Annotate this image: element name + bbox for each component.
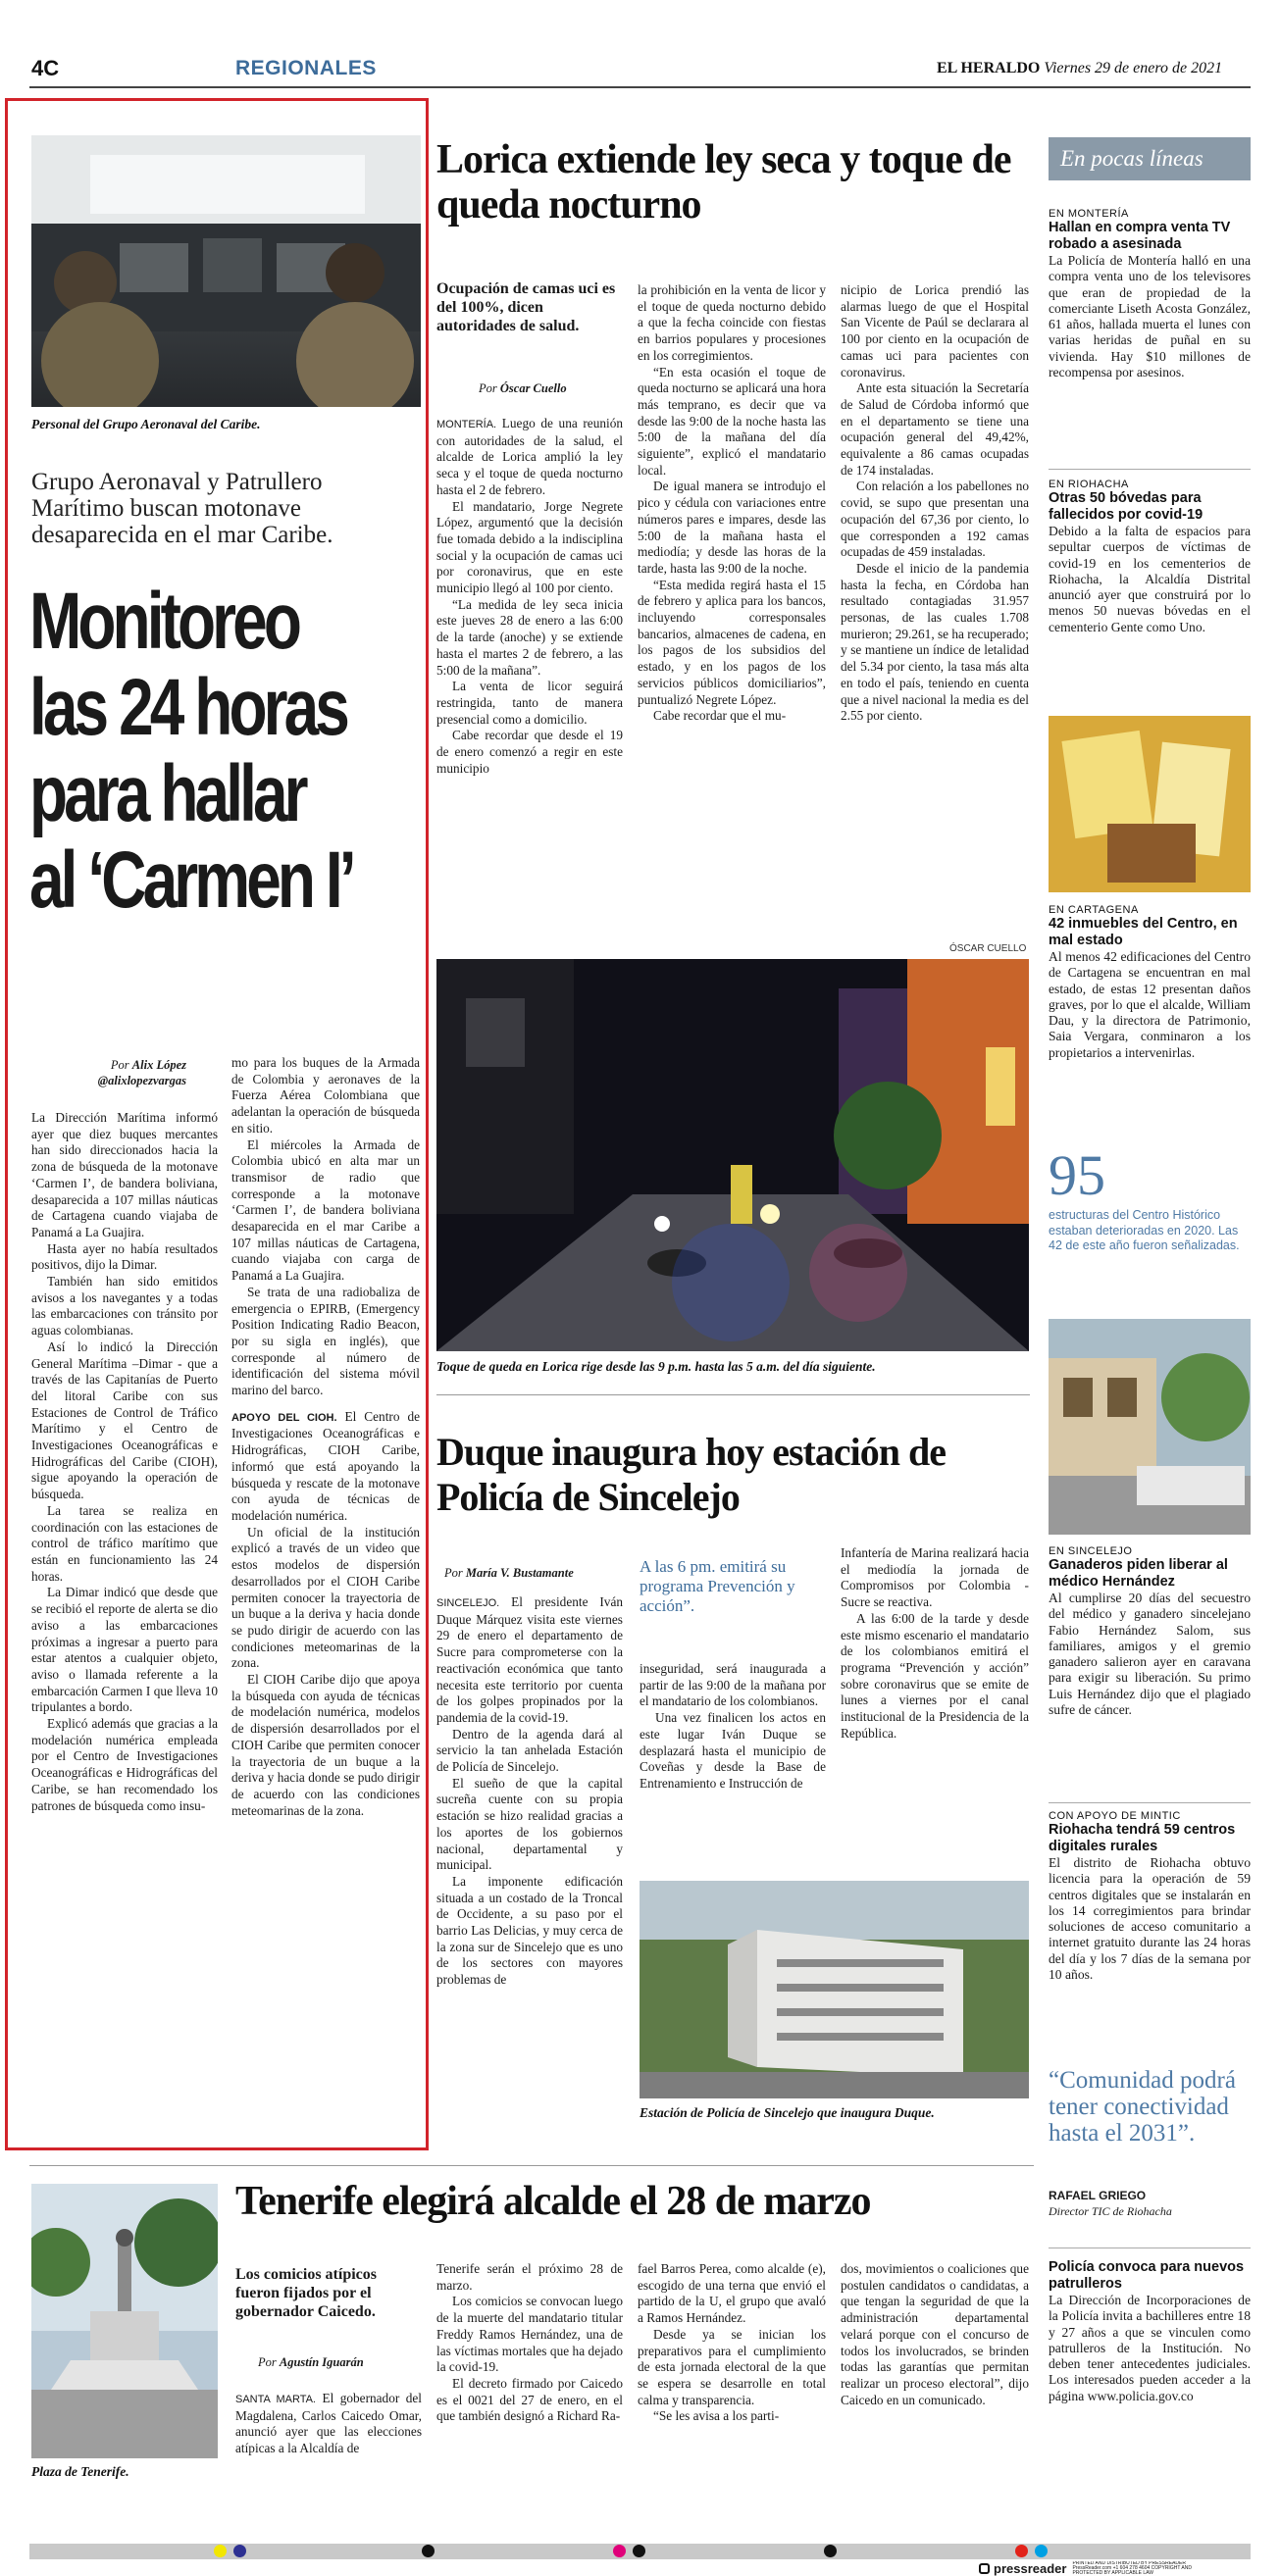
- byline-prefix: Por: [444, 1566, 463, 1580]
- lorica-byline: [479, 381, 567, 396]
- paper-name: EL HERALDO: [937, 60, 1041, 76]
- tenerife-byline: [258, 2355, 364, 2370]
- paragraph: Cabe recordar que el mu-: [653, 708, 787, 724]
- cockpit-photo: [31, 135, 421, 407]
- color-dot: [1015, 2545, 1028, 2557]
- paragraph: “La medida de ley seca inicia este jueves 28 de enero a las 6:00 de la tarde (anoche) y se extiende hasta el martes 2 de febrero, a las 5:00 de la mañana”.: [436, 596, 623, 678]
- duque-col-1: [436, 1594, 623, 1989]
- paragraph: inseguridad, será inaugurada a partir de las 9:00 de la mañana por el mandatario de los colombianos.: [640, 1661, 826, 1709]
- byline-prefix: Por: [479, 381, 497, 395]
- sidebar-headline: 42 inmuebles del Centro, en mal estado: [1049, 916, 1238, 948]
- paragraph: Desde el inicio de la pandemia hasta la fecha, en Córdoba han resultado contagiadas 31.957 personas, de las cuales 1.708 murieron; 29.261, se ha recuperado; y se mantiene un índice de letalidad del 5.34 por ciento, la tasa más alta en todo el país, teniendo en cuenta que a nivel nacional la media es del 2.55 por ciento.: [841, 560, 1029, 724]
- tenerife-caption: Plaza de Tenerife.: [31, 2464, 129, 2479]
- byline-handle: @alixlopezvargas: [97, 1074, 186, 1087]
- lorica-headline: Lorica extiende ley seca y toque de queda nocturno: [436, 137, 1011, 227]
- paragraph: La tarea se realiza en coordinación con las estaciones de control de tráfico marítimo que están en funcionamiento las 24 horas.: [31, 1502, 218, 1584]
- sidebar-text: Debido a la falta de espacios para sepultar cuerpos de víctimas de covid-19 en los cementerios de Riohacha, la Alcaldía Distrital anunció ayer que construirá por lo menos 50 nuevas bóvedas en el cementerio Gente como Uno.: [1049, 524, 1251, 634]
- documents-illustration: [1049, 716, 1251, 892]
- sidebar-kicker: EN MONTERÍA: [1049, 208, 1129, 220]
- duque-col-3: [841, 1545, 1029, 1742]
- paragraph: Infantería de Marina realizará hacia el mediodía la jornada de Compromisos por Colombia - Sucre se reactiva.: [841, 1545, 1029, 1610]
- paragraph-text: Luego de una reunión con autoridades de la salud, el alcalde de Lorica amplió la ley seca y el toque de queda nocturno hasta el 2 de febrero.: [436, 416, 624, 497]
- paragraph: Tenerife serán el próximo 28 de marzo.: [436, 2261, 623, 2293]
- duque-col-2: [640, 1661, 826, 1793]
- sidebar-item: [1049, 904, 1251, 1061]
- sidebar-photo-doctor: [1049, 1319, 1251, 1535]
- sidebar-text: Al menos 42 edificaciones del Centro de Cartagena se encuentran en mal estado, de estas 12 presentan daños graves, por lo que el alcalde, William Dau, y la directora de Patrimonio, Saia Vergara, conminaron a los propietarios a intervenirlas.: [1049, 949, 1251, 1060]
- paragraph: Se trata de una radiobaliza de emergencia o EPIRB, (Emergency Position Indicating Radio Beacon, por su sigla en inglés), que corresponde al número de identificación del sistema móvil marino del barco.: [231, 1284, 420, 1398]
- pressreader-brand: pressreader: [994, 2561, 1067, 2576]
- lorica-dek: Ocupación de camas uci es del 100%, dicen autoridades de salud.: [436, 280, 616, 334]
- sidebar-headline: Riohacha tendrá 59 centros digitales rurales: [1049, 1822, 1236, 1854]
- byline-name: Agustín Iguarán: [279, 2355, 364, 2369]
- paragraph-text: El gobernador del Magdalena, Carlos Caicedo Omar, anunció ayer que las elecciones atípicas a la Alcaldía de: [235, 2391, 422, 2456]
- left-byline: [59, 1057, 186, 1088]
- paragraph: [235, 2391, 422, 2457]
- duque-pullquote: A las 6 pm. emitirá su programa Prevención y acción”.: [640, 1557, 795, 1615]
- paragraph: mo para los buques de la Armada de Colombia y aeronaves de la Fuerza Aérea Colombiana que adelantan la operación de búsqueda en sitio.: [231, 1055, 420, 1136]
- color-dot: [422, 2545, 435, 2557]
- paragraph: Un oficial de la institución explicó a través de un video que estos modelos de dispersión desarrollados por el CIOH Caribe permiten conocer la trayectoria de un buque a la deriva y hacia donde se pudo dirigir de acuerdo con las condiciones meteomarinas de la zona.: [231, 1524, 420, 1671]
- lorica-col-2: [638, 282, 826, 725]
- page-number: 4C: [31, 56, 60, 80]
- color-dot: [1035, 2545, 1048, 2557]
- sidebar-kicker: EN CARTAGENA: [1049, 904, 1139, 916]
- building-illustration: [1049, 1319, 1251, 1535]
- duque-headline: Duque inaugura hoy estación de Policía de Sincelejo: [436, 1430, 946, 1519]
- tenerife-headline: Tenerife elegirá alcalde el 28 de marzo: [235, 2179, 871, 2224]
- paragraph: El decreto firmado por Caicedo es el 0021 del 27 de enero, en el que también designó a Richard Ra-: [436, 2375, 623, 2424]
- lorica-photo-credit: ÓSCAR CUELLO: [949, 943, 1027, 954]
- left-dek: Grupo Aeronaval y Patrullero Marítimo buscan motonave desaparecida en el mar Caribe.: [31, 469, 333, 548]
- paragraph: A las 6:00 de la tarde y desde este mismo escenario el mandatario de los colombianos emitirá el programa “Prevención y acción” sobre coronavirus que se emite de lunes a viernes por el canal institucional de la Presidencia de la República.: [841, 1610, 1029, 1741]
- paragraph: “En esta ocasión el toque de queda nocturno se aplicará una hora más temprano, es decir que va desde las 9:00 de la noche hasta las 5:00 de la mañana del día siguiente”, explicó el mandatario local.: [638, 364, 826, 478]
- color-dot: [613, 2545, 626, 2557]
- paragraph-text: El presidente Iván Duque Márquez visita este viernes 29 de enero el departamento de Sucre para comprometerse con la reactivación económica que tanto necesita este territorio por cuenta de los golpes propinados por la pandemia de la covid-19.: [436, 1594, 624, 1725]
- color-dot: [214, 2545, 227, 2557]
- color-dot: [233, 2545, 246, 2557]
- left-col-1: [31, 1110, 218, 1814]
- paragraph: “Esta medida regirá hasta el 15 de febrero y aplica para los bancos, incluyendo corresponsales bancarios, almacenes de cadena, en los pagos de los subsidios del estado, y en los pagos de los servicios públicos domiciliarios”, puntualizó Negrete López.: [638, 577, 826, 707]
- sidebar-divider: [1049, 1802, 1251, 1803]
- paragraph: También han sido emitidos avisos a los navegantes y a todas las embarcaciones con tránsito por aguas colombianas.: [31, 1274, 218, 1339]
- lorica-bottom-rule: [436, 1394, 1030, 1395]
- paragraph: Dentro de la agenda dará al servicio la tan anhelada Estación de Policía de Sincelejo.: [436, 1726, 623, 1775]
- paragraph: Los comicios se convocan luego de la muerte del mandatario titular Freddy Ramos Hernández, una de las víctimas mortales que ha dejado la covid-19.: [436, 2294, 623, 2375]
- paragraph: La venta de licor seguirá restringida, tanto de manera presencial como a domicilio.: [436, 679, 623, 727]
- paragraph: De igual manera se introdujo el pico y cédula con variaciones entre números pares e impares, desde las 5:00 de la mañana hasta el mediodía; y desde las horas de la tarde, hasta las 9:00 de la noche.: [638, 479, 826, 576]
- paragraph: El CIOH Caribe dijo que apoya la búsqueda con ayuda de técnicas de modelación numérica, modelos de dispersión desarrollados por el CIOH Caribe que permiten conocer la trayectoria de un buque a la deriva y hacia donde se pudo dirigir de acuerdo con las condiciones meteomarinas de la zona.: [231, 1672, 420, 1818]
- dateline: SINCELEJO.: [436, 1597, 500, 1609]
- quote-name: RAFAEL GRIEGO: [1049, 2189, 1147, 2202]
- sidebar-headline: Otras 50 bóvedas para fallecidos por covid-19: [1049, 490, 1203, 523]
- sidebar-kicker: EN SINCELEJO: [1049, 1545, 1133, 1557]
- sidebar-item: [1049, 2259, 1251, 2404]
- dateline: MONTERÍA.: [436, 419, 497, 430]
- sidebar-text: La Policía de Montería halló en una compra venta uno de los televisores que eran de propiedad de la comerciante Liseth Acosta González, 61 años, hallada muerta el lunes con varias heridas de puñal en su vivienda. Hay $10 millones de recompensa por asesinos.: [1049, 253, 1251, 380]
- night-street-illustration: [436, 959, 1029, 1351]
- sidebar-item: [1049, 208, 1251, 380]
- paragraph-lead: [231, 1409, 420, 1525]
- sidebar-headline: Ganaderos piden liberar al médico Hernández: [1049, 1557, 1228, 1590]
- duque-photo: [640, 1881, 1029, 2098]
- headline-line: las 24 horas: [29, 663, 346, 752]
- color-dot: [633, 2545, 645, 2557]
- color-dot: [824, 2545, 837, 2557]
- paragraph: Así lo indicó la Dirección General Marítima –Dimar - que a través de las Capitanías de Puerto del litoral Caribe con sus Estaciones de Control de Tráfico Marítimo y el Centro de Investigaciones Oceanográficas e Hidrográficas del Caribe (CIOH), sigue apoyando la operación de búsqueda.: [31, 1339, 218, 1502]
- paragraph: la prohibición en la venta de licor y el toque de queda nocturno debido a que la fecha coincide con fiestas en barrios populares y procesiones en los corregimientos.: [638, 282, 826, 363]
- sidebar-text: La Dirección de Incorporaciones de la Policía invita a bachilleres entre 18 y 27 años a que se vinculen como patrulleros de la Institución. No deben tener antecedentes judiciales. Los interesados pueden acceder a la página www.policia.gov.co: [1049, 2293, 1251, 2403]
- sidebar-divider: [1049, 469, 1251, 470]
- plaza-illustration: [31, 2184, 218, 2458]
- tenerife-col-3: [638, 2261, 826, 2425]
- duque-byline: [444, 1566, 574, 1581]
- sidebar-item: [1049, 479, 1251, 635]
- paragraph: dos, movimientos o coaliciones que postulen candidatos o candidatas, a que tengan la seguridad de que la administración departamental velará porque con el concurso de todos los involucrados, se brinden todas las garantías que permitan realizar un proceso electoral”, dijo Caicedo en un comunicado.: [841, 2261, 1029, 2407]
- paragraph: Una vez finalicen los actos en este lugar Iván Duque se desplazará hasta el municipio de Coveñas y desde la Base de Entrenamiento e Instrucción de: [640, 1710, 826, 1791]
- paragraph: nicipio de Lorica prendió las alarmas luego de que el Hospital San Vicente de Paúl se declarara al 100 por ciento en la ocupación de camas uci para pacientes con coronavirus.: [841, 282, 1029, 379]
- pressreader-small: PRINTED AND DISTRIBUTED BY PRESSREADER PressReader.com +1 604 278 4604 COPYRIGHT AND PROTECTED BY APPLICABLE LAW: [1072, 2561, 1192, 2576]
- paragraph: Hasta ayer no había resultados positivos, dijo la Dimar.: [31, 1240, 218, 1273]
- byline-name: Óscar Cuello: [499, 381, 567, 395]
- byline-prefix: Por: [258, 2355, 277, 2369]
- section-label: REGIONALES: [235, 57, 377, 79]
- tenerife-photo: [31, 2184, 218, 2458]
- tenerife-top-rule: [29, 2165, 1034, 2166]
- paragraph: Desde ya se inician los preparativos para el cumplimiento de esta jornada electoral de la que se espera se desarrolle en total calma y transparencia.: [638, 2326, 826, 2407]
- sidebar-headline: Policía convoca para nuevos patrulleros: [1049, 2259, 1245, 2292]
- headline-line: Monitoreo: [29, 577, 298, 666]
- paragraph: “Se les avisa a los parti-: [653, 2408, 780, 2424]
- sidebar-kicker: EN RIOHACHA: [1049, 479, 1129, 490]
- police-station-illustration: [640, 1881, 1029, 2098]
- paragraph: fael Barros Perea, como alcalde (e), escogido de una terna que envió el partido de la U, el grupo que avaló a Ramos Hernández.: [638, 2261, 826, 2326]
- dateline: SANTA MARTA.: [235, 2394, 316, 2405]
- sidebar-kicker: CON APOYO DE MINTIC: [1049, 1810, 1181, 1822]
- paragraph: El miércoles la Armada de Colombia ubicó en alta mar un transmisor de radio que corresponde a la motonave ‘Carmen I’, de bandera boliviana desaparecida en el mar Caribe a 107 millas náuticas de Cartagena, cuando viajaba con carga de Panamá a La Guajira.: [231, 1136, 420, 1284]
- duque-caption: Estación de Policía de Sincelejo que inaugura Duque.: [640, 2105, 935, 2120]
- lorica-col-3: [841, 282, 1029, 725]
- sidebar-item: [1049, 1810, 1251, 1983]
- sidebar-text: Al cumplirse 20 días del secuestro del médico y ganadero sincelejano Fabio Hernández Salom, sus familiares, amigos y el gremio ganadero salieron ayer en caravana para exigir su liberación. Su primo Luis Hernández dijo que el plagiado sufre de cáncer.: [1049, 1591, 1251, 1718]
- sidebar-title-bar: [1049, 137, 1251, 180]
- masthead-date: [937, 60, 1222, 77]
- byline-prefix: Por: [110, 1058, 129, 1072]
- tenerife-dek: Los comicios atípicos fueron fijados por el gobernador Caicedo.: [235, 2266, 377, 2320]
- lorica-photo: [436, 959, 1029, 1351]
- paragraph: Con relación a los pabellones no covid, se supo que presentan una ocupación del 67,36 por ciento, lo que corresponden a 192 camas ocupadas de 459 instaladas.: [841, 479, 1029, 560]
- paragraph: El sueño de que la capital sucreña cuente con su propia estación se hizo realidad gracias a los aportes de los gobiernos nacional, departamental y municipal.: [436, 1775, 623, 1873]
- byline-name: Alix López: [131, 1058, 186, 1072]
- tenerife-col-1: [235, 2391, 422, 2457]
- sidebar-quote: “Comunidad podrá tener conectividad hasta el 2031”.: [1049, 2067, 1236, 2147]
- sidebar-item: [1049, 1545, 1251, 1718]
- stat-number: 95: [1049, 1143, 1105, 1207]
- sidebar-photo-documents: [1049, 716, 1251, 892]
- tenerife-col-2: [436, 2261, 623, 2425]
- lorica-caption: Toque de queda en Lorica rige desde las 9 p.m. hasta las 5 a.m. del día siguiente.: [436, 1359, 876, 1374]
- sidebar-text: El distrito de Riohacha obtuvo licencia para la operación de 59 centros digitales que se instalarán en los 14 corregimientos para brindar soluciones de acceso comunitario a internet gratuito durante las 24 horas del día y los 7 días de la semana por 10 años.: [1049, 1855, 1251, 1983]
- byline-name: María V. Bustamante: [465, 1566, 574, 1580]
- paragraph: Explicó además que gracias a la modelación numérica empleada por el Centro de Investigaciones Oceanográficas e Hidrográficas del Caribe, se han recomendado los patrones de búsqueda como insu-: [31, 1716, 218, 1813]
- pressreader-icon: [979, 2563, 990, 2574]
- date: Viernes 29 de enero de 2021: [1044, 60, 1223, 76]
- sidebar-title: En pocas líneas: [1060, 146, 1203, 171]
- lead-in: APOYO DEL CIOH.: [231, 1411, 337, 1424]
- stat-text: estructuras del Centro Histórico estaban deterioradas en 2020. Las 42 de este año fueron señalizadas.: [1049, 1208, 1240, 1252]
- paragraph: [436, 416, 623, 499]
- paragraph: La imponente edificación situada a un costado de la Troncal de Occidente, a su paso por el barrio Las Delicias, y muy cerca de la zona sur de Sincelejo que es uno de los sectores con mayores problemas de: [436, 1873, 623, 1988]
- tenerife-col-4: [841, 2261, 1029, 2408]
- header-rule: [29, 86, 1251, 88]
- left-headline: [29, 579, 422, 924]
- paragraph: Cabe recordar que desde el 19 de enero comenzó a regir en este municipio: [436, 728, 623, 776]
- sidebar-headline: Hallan en compra venta TV robado a asesinada: [1049, 220, 1231, 252]
- left-col-2: [231, 1055, 420, 1819]
- quote-role: Director TIC de Riohacha: [1049, 2204, 1172, 2218]
- headline-line: al ‘Carmen I’: [29, 835, 353, 925]
- cockpit-caption: Personal del Grupo Aeronaval del Caribe.: [31, 417, 261, 431]
- paragraph: [436, 1594, 623, 1727]
- lorica-col-1: [436, 416, 623, 777]
- headline-line: para hallar: [29, 749, 305, 838]
- cockpit-illustration: [31, 135, 421, 407]
- pressreader-badge[interactable]: [979, 2561, 1251, 2576]
- paragraph: El mandatario, Jorge Negrete López, argumentó que la decisión fue tomada debido a la indisciplina social y la ocupación de camas uci por coronavirus, que en este municipio llegó al 100 por ciento.: [436, 498, 623, 596]
- paragraph: La Dirección Marítima informó ayer que diez buques mercantes han sido direccionados hacia la zona de búsqueda de la motonave ‘Carmen I’, de bandera boliviana, desaparecida a 107 millas náuticas de Cartagena cuando viajaba de Panamá a La Guajira.: [31, 1110, 218, 1239]
- paragraph: Ante esta situación la Secretaría de Salud de Córdoba informó que en el departamento se tiene una ocupación general del 49,42%, equivalente a 86 camas ocupadas de 174 instaladas.: [841, 380, 1029, 478]
- paragraph: La Dimar indicó que desde que se recibió el reporte de alerta se dio aviso a las embarcaciones próximas a ingresar a puerto para estar atentos a cualquier objeto, aviso o llamada referente a la embarcación Carmen I que lleva 10 tripulantes a bordo.: [31, 1585, 218, 1715]
- lead-text: El Centro de Investigaciones Oceanográficas e Hidrográficas, CIOH Caribe, informó que está apoyando la búsqueda y rescate de la motonave con ayuda de técnicas de modelación numérica.: [231, 1408, 420, 1523]
